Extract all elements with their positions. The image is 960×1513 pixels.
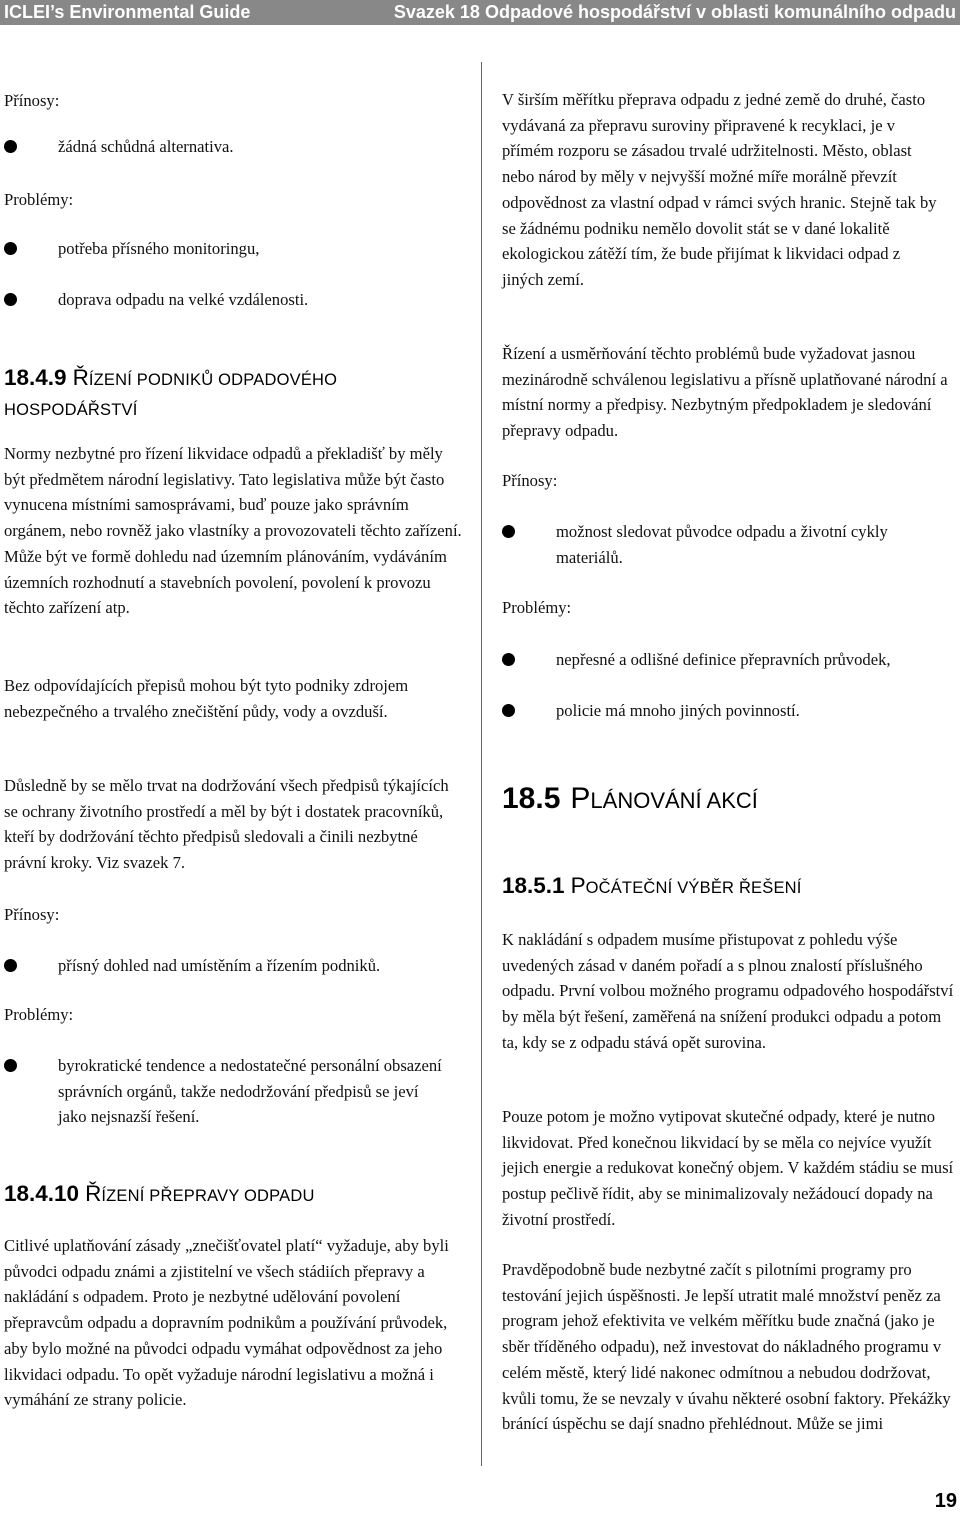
problems-label: Problémy: — [502, 598, 572, 617]
list-item: přísný dohled nad umístěním a řízením podniků. — [4, 953, 380, 979]
paragraph: Řízení a usměrňování těchto problémů bude vyžadovat jasnou mezinárodně schválenou legislativu a přísně uplatňované národní a místní normy a předpisy. Nezbytným předpokladem je sledování přepravy odpadu. — [502, 344, 948, 441]
heading-text: ÍZENÍ PŘEPRAVY ODPADU — [101, 1187, 315, 1205]
benefits-label: Přínosy: — [4, 91, 60, 110]
volume-title: Svazek 18 Odpadové hospodářství v oblasti komunálního odpadu — [393, 2, 956, 22]
section-heading-18-5-1 — [502, 872, 958, 902]
list-item: nepřesné a odlišné definice přepravních průvodek, — [502, 647, 958, 673]
problems-label: Problémy: — [4, 1005, 74, 1024]
heading-text: LÁNOVÁNÍ AKCÍ — [590, 788, 758, 813]
heading-text: ÍZENÍ PODNIKŮ ODPADOVÉHO — [88, 371, 338, 389]
list-item: žádná schůdná alternativa. — [4, 134, 234, 160]
heading-initial: P — [570, 782, 591, 815]
list-item: policie má mnoho jiných povinností. — [502, 698, 800, 724]
list-item: potřeba přísného monitoringu, — [4, 236, 259, 262]
list-item: byrokratické tendence a nedostatečné personální obsazení správních orgánů, takže nedodržování předpisů se jeví jako nejsnazší řešení. — [4, 1053, 444, 1130]
paragraph: Pravděpodobně bude nezbytné začít s pilotními programy pro testování jejich úspěšnosti. Je lepší utratit malé množství peněz za program jehož efektivita ve velkém měřítku bude značná (jako je sběr tříděného odpadu), než investovat do nákladného programu v celém městě, který lidé nakonec odmítnou a nebudou dodržovat, kvůli tomu, že se nevzaly v úvahu některé osobní faktory. Překážky bránící úspěchu se dají snadno přehlédnout. Může se jimi — [502, 1260, 951, 1434]
column-divider — [481, 62, 482, 1466]
paragraph: K nakládání s odpadem musíme přistupovat z pohledu výše uvedených zásad v daném pořadí a s plnou znalostí příslušného odpadu. První volbou možného programu odpadového hospodářství by měla být řešení, zaměřená na snížení produkci odpadu a potom ta, kdy se z odpadu stává opět surovina. — [502, 930, 954, 1052]
paragraph: Bez odpovídajících přepisů mohou být tyto podniky zdrojem nebezpečného a trvalého znečištění půdy, vody a ovzduší. — [4, 676, 409, 721]
benefits-label: Přínosy: — [4, 905, 60, 924]
heading-initial: P — [570, 873, 586, 898]
guide-title: ICLEI’s Environmental Guide — [4, 2, 251, 22]
section-number: 18.4.10 — [4, 1181, 80, 1206]
page-header — [0, 0, 960, 25]
section-number: 18.5 — [502, 782, 561, 815]
section-heading-18-4-9 — [4, 364, 462, 424]
paragraph: Normy nezbytné pro řízení likvidace odpadů a překladišť by měly být předmětem národní legislativy. Tato legislativa může být často vynucena místními samosprávami, buď pouze jako správním orgánem, nebo rovněž jako vlastníky a provozovateli těchto zařízení. Může být ve formě dohledu nad územním plánováním, vydáváním územních rozhodnutí a stavebních povolení, povolení k provozu těchto zařízení atp. — [4, 444, 462, 618]
section-number: 18.4.9 — [4, 365, 67, 390]
heading-initial: Ř — [85, 1181, 102, 1206]
paragraph: Pouze potom je možno vytipovat skutečné odpady, které je nutno likvidovat. Před konečnou likvidací by se měla co nejvíce využít jejich energie a redukovat konečný objem. V každém stádiu se musí postup pečlivě řídit, aby se minimalizovaly nežádoucí dopady na životní prostředí. — [502, 1107, 954, 1229]
benefits-label: Přínosy: — [502, 471, 558, 490]
heading-text: OČÁTEČNÍ VÝBĚR ŘEŠENÍ — [585, 879, 802, 897]
paragraph: Citlivé uplatňování zásady „znečišťovatel platí“ vyžaduje, aby byli původci odpadu známi a zjistitelní ve všech stádiích přepravy a nakládání s odpadem. Proto je nezbytné udělování povolení přepravcům odpadu a dopravním podnikům a používání průvodek, aby bylo možné na původci odpadu vymáhat odpovědnost za jeho likvidaci odpadu. To opět vyžaduje národní legislativu a možná i vymáhání ze strany policie. — [4, 1236, 449, 1410]
list-item: možnost sledovat původce odpadu a životní cykly materiálů. — [502, 519, 956, 570]
page-number: 19 — [934, 1490, 957, 1512]
section-number: 18.5.1 — [502, 873, 565, 898]
heading-text-line2: HOSPODÁŘSTVÍ — [4, 401, 138, 419]
problems-label: Problémy: — [4, 190, 74, 209]
paragraph: V širším měřítku přeprava odpadu z jedné země do druhé, často vydávaná za přepravu suroviny připravené k recyklaci, je v přímém rozporu se zásadou trvalé udržitelnosti. Město, oblast nebo národ by měly v nejvyšší možné míře morálně převzít odpovědnost za vlastní odpad v rámci svých hranic. Stejně tak by se žádnému podniku nemělo dovolit stát se v dané lokalitě ekologickou zátěží tím, že bude přijímat k likvidaci odpad z jiných zemí. — [502, 90, 937, 289]
section-heading-18-5 — [502, 782, 958, 818]
paragraph: Důsledně by se mělo trvat na dodržování všech předpisů týkajících se ochrany životního prostředí a měl by být i dostatek pracovníků, kteří by dodržování těchto předpisů sledovali a činili nezbytné právní kroky. Viz svazek 7. — [4, 776, 449, 873]
list-item: doprava odpadu na velké vzdálenosti. — [4, 287, 308, 313]
heading-initial: Ř — [72, 365, 89, 390]
section-heading-18-4-10 — [4, 1180, 462, 1210]
